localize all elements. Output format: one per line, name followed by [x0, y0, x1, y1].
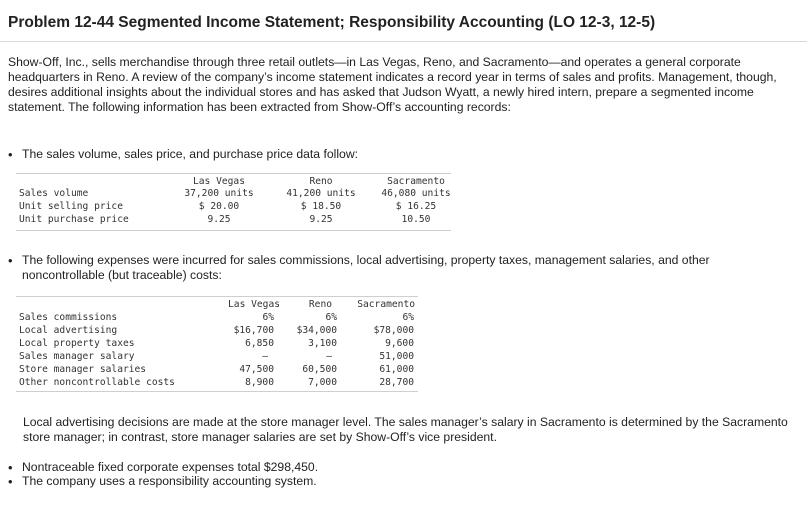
- table2-row-label: Store manager salaries: [19, 364, 147, 375]
- bullet-dot: •: [8, 474, 13, 489]
- table2-row-label: Local property taxes: [19, 338, 135, 349]
- table2-cell: 6,850: [245, 338, 274, 349]
- table2-row-label: Sales commissions: [19, 312, 118, 323]
- table2-row-label: Other noncontrollable costs: [19, 377, 175, 388]
- bullet-dot: •: [8, 253, 13, 268]
- table2-header-reno: Reno: [308, 299, 332, 310]
- table2-cell: 8,900: [245, 377, 274, 388]
- expenses-table: [16, 296, 418, 392]
- bullet-text: The following expenses were incurred for sales commissions, local advertising, property taxes, management salaries, and other noncontrollable (but traceable) costs:: [22, 253, 710, 282]
- table1-row-label: Unit purchase price: [19, 214, 129, 225]
- table2-header-sacramento: Sacramento: [357, 299, 415, 310]
- bullet-dot: •: [8, 147, 13, 162]
- table2-cell: $16,700: [233, 325, 274, 336]
- table1-cell: 10.50: [401, 214, 431, 225]
- table2-cell: 6%: [325, 312, 337, 323]
- table2-cell: $34,000: [296, 325, 337, 336]
- table2-cell: –: [262, 351, 268, 362]
- table1-row-label: Sales volume: [19, 188, 89, 199]
- table1-cell: 46,080 units: [381, 188, 451, 199]
- table1-cell: 9.25: [309, 214, 333, 225]
- table2-cell: $78,000: [373, 325, 414, 336]
- table2-cell: 28,700: [379, 377, 414, 388]
- table2-row-label: Sales manager salary: [19, 351, 135, 362]
- table1-row-label: Unit selling price: [19, 201, 123, 212]
- table1-cell: $ 18.50: [300, 201, 342, 212]
- table1-cell: 41,200 units: [286, 188, 356, 199]
- table1-header-las-vegas: Las Vegas: [193, 176, 245, 187]
- table2-header-las-vegas: Las Vegas: [228, 299, 280, 310]
- intro-paragraph: Show-Off, Inc., sells merchandise through three retail outlets—in Las Vegas, Reno, and Sacramento—and operates a general corporate headquarters in Reno. A review of the company’s income statement indicates a record year in terms of sales and profits. Management, though, desires additional insights about the individual stores and has asked that Judson Wyatt, a newly hired intern, prepare a segmented income statement. The following information has been extracted from Show-Off’s accounting records:: [8, 55, 777, 114]
- table2-cell: 61,000: [379, 364, 414, 375]
- table2-cell: 9,600: [385, 338, 414, 349]
- table1-cell: 9.25: [207, 214, 231, 225]
- table2-cell: 6%: [402, 312, 414, 323]
- sales-data-table: [16, 173, 451, 231]
- table2-cell: 7,000: [308, 377, 337, 388]
- table1-cell: 37,200 units: [184, 188, 254, 199]
- table1-cell: $ 16.25: [395, 201, 437, 212]
- bullet-dot: •: [8, 460, 13, 475]
- bullet-text: The company uses a responsibility accounting system.: [22, 474, 317, 488]
- table2-cell: 47,500: [239, 364, 274, 375]
- table2-row-label: Local advertising: [19, 325, 118, 336]
- page-title: Problem 12-44 Segmented Income Statement; Responsibility Accounting (LO 12-3, 12-5): [8, 14, 656, 31]
- table2-cell: 6%: [262, 312, 274, 323]
- table1-cell: $ 20.00: [198, 201, 240, 212]
- local-advertising-note: Local advertising decisions are made at the store manager level. The sales manager’s salary in Sacramento is determined by the Sacramento store manager; in contrast, store manager salaries are set by Show-Off’s vice president.: [23, 415, 788, 444]
- table2-cell: 51,000: [379, 351, 414, 362]
- bullet-text: The sales volume, sales price, and purchase price data follow:: [22, 147, 359, 161]
- table2-cell: 3,100: [308, 338, 337, 349]
- table1-header-sacramento: Sacramento: [387, 176, 445, 187]
- bullet-text: Nontraceable fixed corporate expenses total $298,450.: [22, 460, 319, 474]
- table1-header-reno: Reno: [309, 176, 333, 187]
- table2-cell: 60,500: [302, 364, 337, 375]
- title-divider: [0, 41, 807, 42]
- table2-cell: –: [326, 351, 332, 362]
